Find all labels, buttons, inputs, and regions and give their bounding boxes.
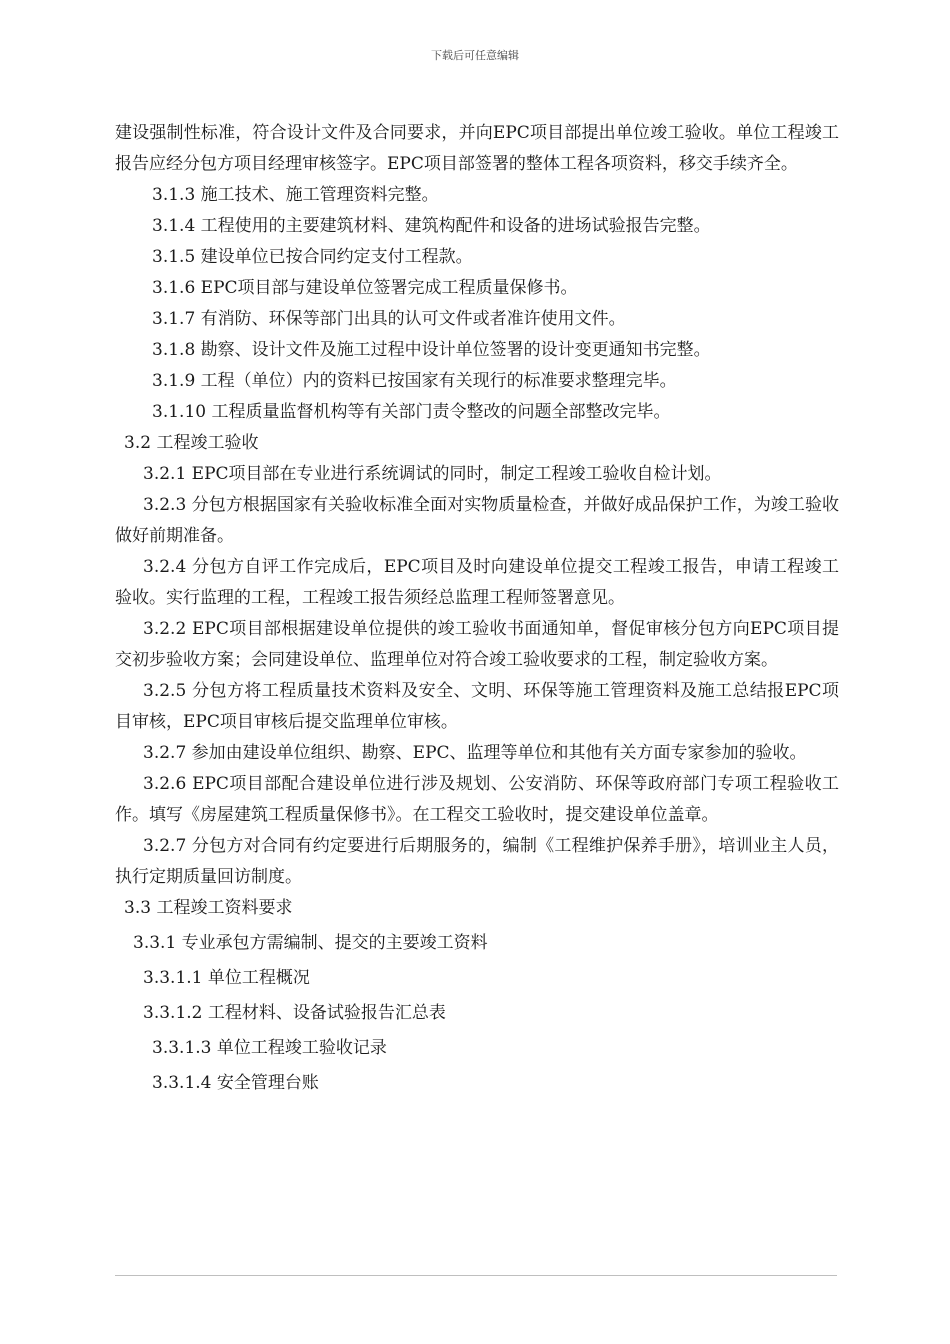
item-3-3-1-3: 3.3.1.3 单位工程竣工验收记录	[152, 1038, 387, 1058]
footer-divider	[115, 1275, 837, 1276]
item-3-2-3: 3.2.3 分包方根据国家有关验收标准全面对实物质量检查，并做好成品保护工作，为竣工验收做好前期准备。	[115, 495, 839, 546]
document-body	[115, 118, 839, 1099]
item-3-1-9: 3.1.9 工程（单位）内的资料已按国家有关现行的标准要求整理完毕。	[152, 371, 677, 391]
item-3-1-3: 3.1.3 施工技术、施工管理资料完整。	[152, 185, 439, 205]
item-3-3-1-2: 3.3.1.2 工程材料、设备试验报告汇总表	[143, 1003, 446, 1023]
item-3-2-6: 3.2.6 EPC项目部配合建设单位进行涉及规划、公安消防、环保等政府部门专项工程验收工作。填写《房屋建筑工程质量保修书》。在工程交工验收时，提交建设单位盖章。	[115, 774, 839, 825]
item-3-2-2: 3.2.2 EPC项目部根据建设单位提供的竣工验收书面通知单，督促审核分包方向EPC项目提交初步验收方案；会同建设单位、监理单位对符合竣工验收要求的工程，制定验收方案。	[115, 619, 839, 670]
item-3-1-10: 3.1.10 工程质量监督机构等有关部门责令整改的问题全部整改完毕。	[152, 402, 671, 422]
item-3-3-1-4: 3.3.1.4 安全管理台账	[152, 1073, 319, 1093]
item-3-3-1-1: 3.3.1.1 单位工程概况	[143, 968, 310, 988]
item-3-1-8: 3.1.8 勘察、设计文件及施工过程中设计单位签署的设计变更通知书完整。	[152, 340, 711, 360]
item-3-2-7-b: 3.2.7 分包方对合同有约定要进行后期服务的，编制《工程维护保养手册》，培训业主人员，执行定期质量回访制度。	[115, 836, 839, 887]
section-heading-3-2: 3.2 工程竣工验收	[124, 433, 259, 453]
section-heading-3-3: 3.3 工程竣工资料要求	[124, 898, 293, 918]
item-3-1-4: 3.1.4 工程使用的主要建筑材料、建筑构配件和设备的进场试验报告完整。	[152, 216, 711, 236]
item-3-2-7-a: 3.2.7 参加由建设单位组织、勘察、EPC、监理等单位和其他有关方面专家参加的验收。	[143, 743, 807, 763]
paragraph-continuation: 建设强制性标准，符合设计文件及合同要求，并向EPC项目部提出单位竣工验收。单位工程竣工报告应经分包方项目经理审核签字。EPC项目部签署的整体工程各项资料，移交手续齐全。	[115, 123, 839, 174]
item-3-3-1: 3.3.1 专业承包方需编制、提交的主要竣工资料	[133, 933, 488, 953]
page-header: 下载后可任意编辑	[431, 49, 519, 62]
item-3-1-7: 3.1.7 有消防、环保等部门出具的认可文件或者准许使用文件。	[152, 309, 626, 329]
item-3-1-6: 3.1.6 EPC项目部与建设单位签署完成工程质量保修书。	[152, 278, 578, 298]
item-3-2-4: 3.2.4 分包方自评工作完成后，EPC项目及时向建设单位提交工程竣工报告，申请工程竣工验收。实行监理的工程，工程竣工报告须经总监理工程师签署意见。	[115, 557, 839, 608]
item-3-2-5: 3.2.5 分包方将工程质量技术资料及安全、文明、环保等施工管理资料及施工总结报EPC项目审核，EPC项目审核后提交监理单位审核。	[115, 681, 839, 732]
item-3-2-1: 3.2.1 EPC项目部在专业进行系统调试的同时，制定工程竣工验收自检计划。	[143, 464, 722, 484]
item-3-1-5: 3.1.5 建设单位已按合同约定支付工程款。	[152, 247, 473, 267]
